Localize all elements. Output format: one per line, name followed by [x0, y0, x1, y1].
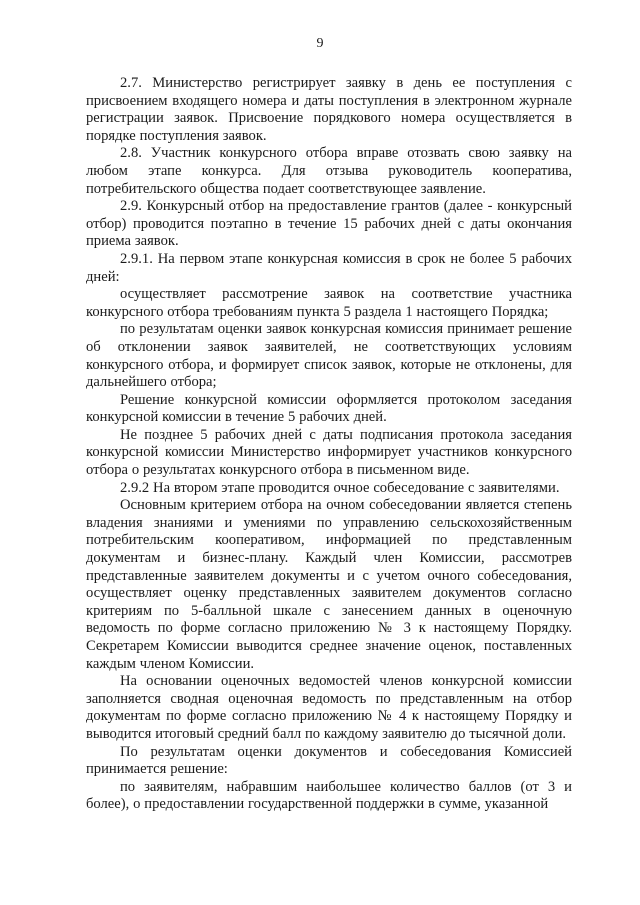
paragraph-notification: Не позднее 5 рабочих дней с даты подписания протокола заседания конкурсной комиссии Министерство информирует участников конкурсного отбора о результатах конкурсного отбора в письменном виде.: [86, 426, 572, 479]
paragraph-review-applications: осуществляет рассмотрение заявок на соответствие участника конкурсного отбора требованиям пункта 5 раздела 1 настоящего Порядка;: [86, 286, 572, 320]
paragraph-2-9-2: 2.9.2 На втором этапе проводится очное собеседование с заявителями.: [120, 479, 560, 496]
page-number: 9: [316, 36, 324, 51]
document-body: [86, 75, 572, 814]
paragraph-summary-sheet: На основании оценочных ведомостей членов конкурсной комиссии заполняется сводная оценочная ведомость по представленным на отбор документам по форме согласно приложению № 4 к настоящему Порядку и выводится итоговый средний балл по каждому заявителю до тысячной доли.: [86, 673, 572, 742]
paragraph-2-8: 2.8. Участник конкурсного отбора вправе отозвать свою заявку на любом этапе конкурса. Для отзыва руководитель кооператива, потребительского общества подает соответствующее заявление.: [86, 145, 572, 197]
paragraph-rejection-decision: по результатам оценки заявок конкурсная комиссия принимает решение об отклонении заявок заявителей, не соответствующих условиям конкурсного отбора, и формирует список заявок, которые не отклонены, для дальнейшего отбора;: [86, 321, 572, 391]
paragraph-2-7: 2.7. Министерство регистрирует заявку в день ее поступления с присвоением входящего номера и даты поступления в электронном журнале регистрации заявок. Присвоение порядкового номера осуществляется в порядке поступления заявок.: [86, 75, 572, 144]
paragraph-decision-grant: по заявителям, набравшим наибольшее количество баллов (от 3 и более), о предоставлении государственной поддержки в сумме, указанной: [86, 778, 572, 813]
paragraph-decision-intro: По результатам оценки документов и собеседования Комиссией принимается решение:: [86, 743, 572, 778]
paragraph-2-9-1: 2.9.1. На первом этапе конкурсная комиссия в срок не более 5 рабочих дней:: [86, 250, 572, 285]
paragraph-protocol: Решение конкурсной комиссии оформляется протоколом заседания конкурсной комиссии в течение 5 рабочих дней.: [86, 391, 572, 426]
paragraph-2-9: 2.9. Конкурсный отбор на предоставление грантов (далее - конкурсный отбор) проводится поэтапно в течение 15 рабочих дней с даты окончания приема заявок.: [86, 198, 572, 250]
paragraph-interview-criteria: Основным критерием отбора на очном собеседовании является степень владения знаниями и умениями по управлению сельскохозяйственным потребительским кооперативом, информацией по представленным документам и бизнес-плану. Каждый член Комиссии, рассмотрев представленные заявителем документы и с учетом очного собеседования, осуществляет оценку представленных заявителем документов согласно критериям по 5-балльной шкале с занесением данных в оценочную ведомость по форме согласно приложению № 3 к настоящему Порядку. Секретарем Комиссии выводится среднее значение оценок, поставленных каждым членом Комиссии.: [86, 497, 572, 672]
